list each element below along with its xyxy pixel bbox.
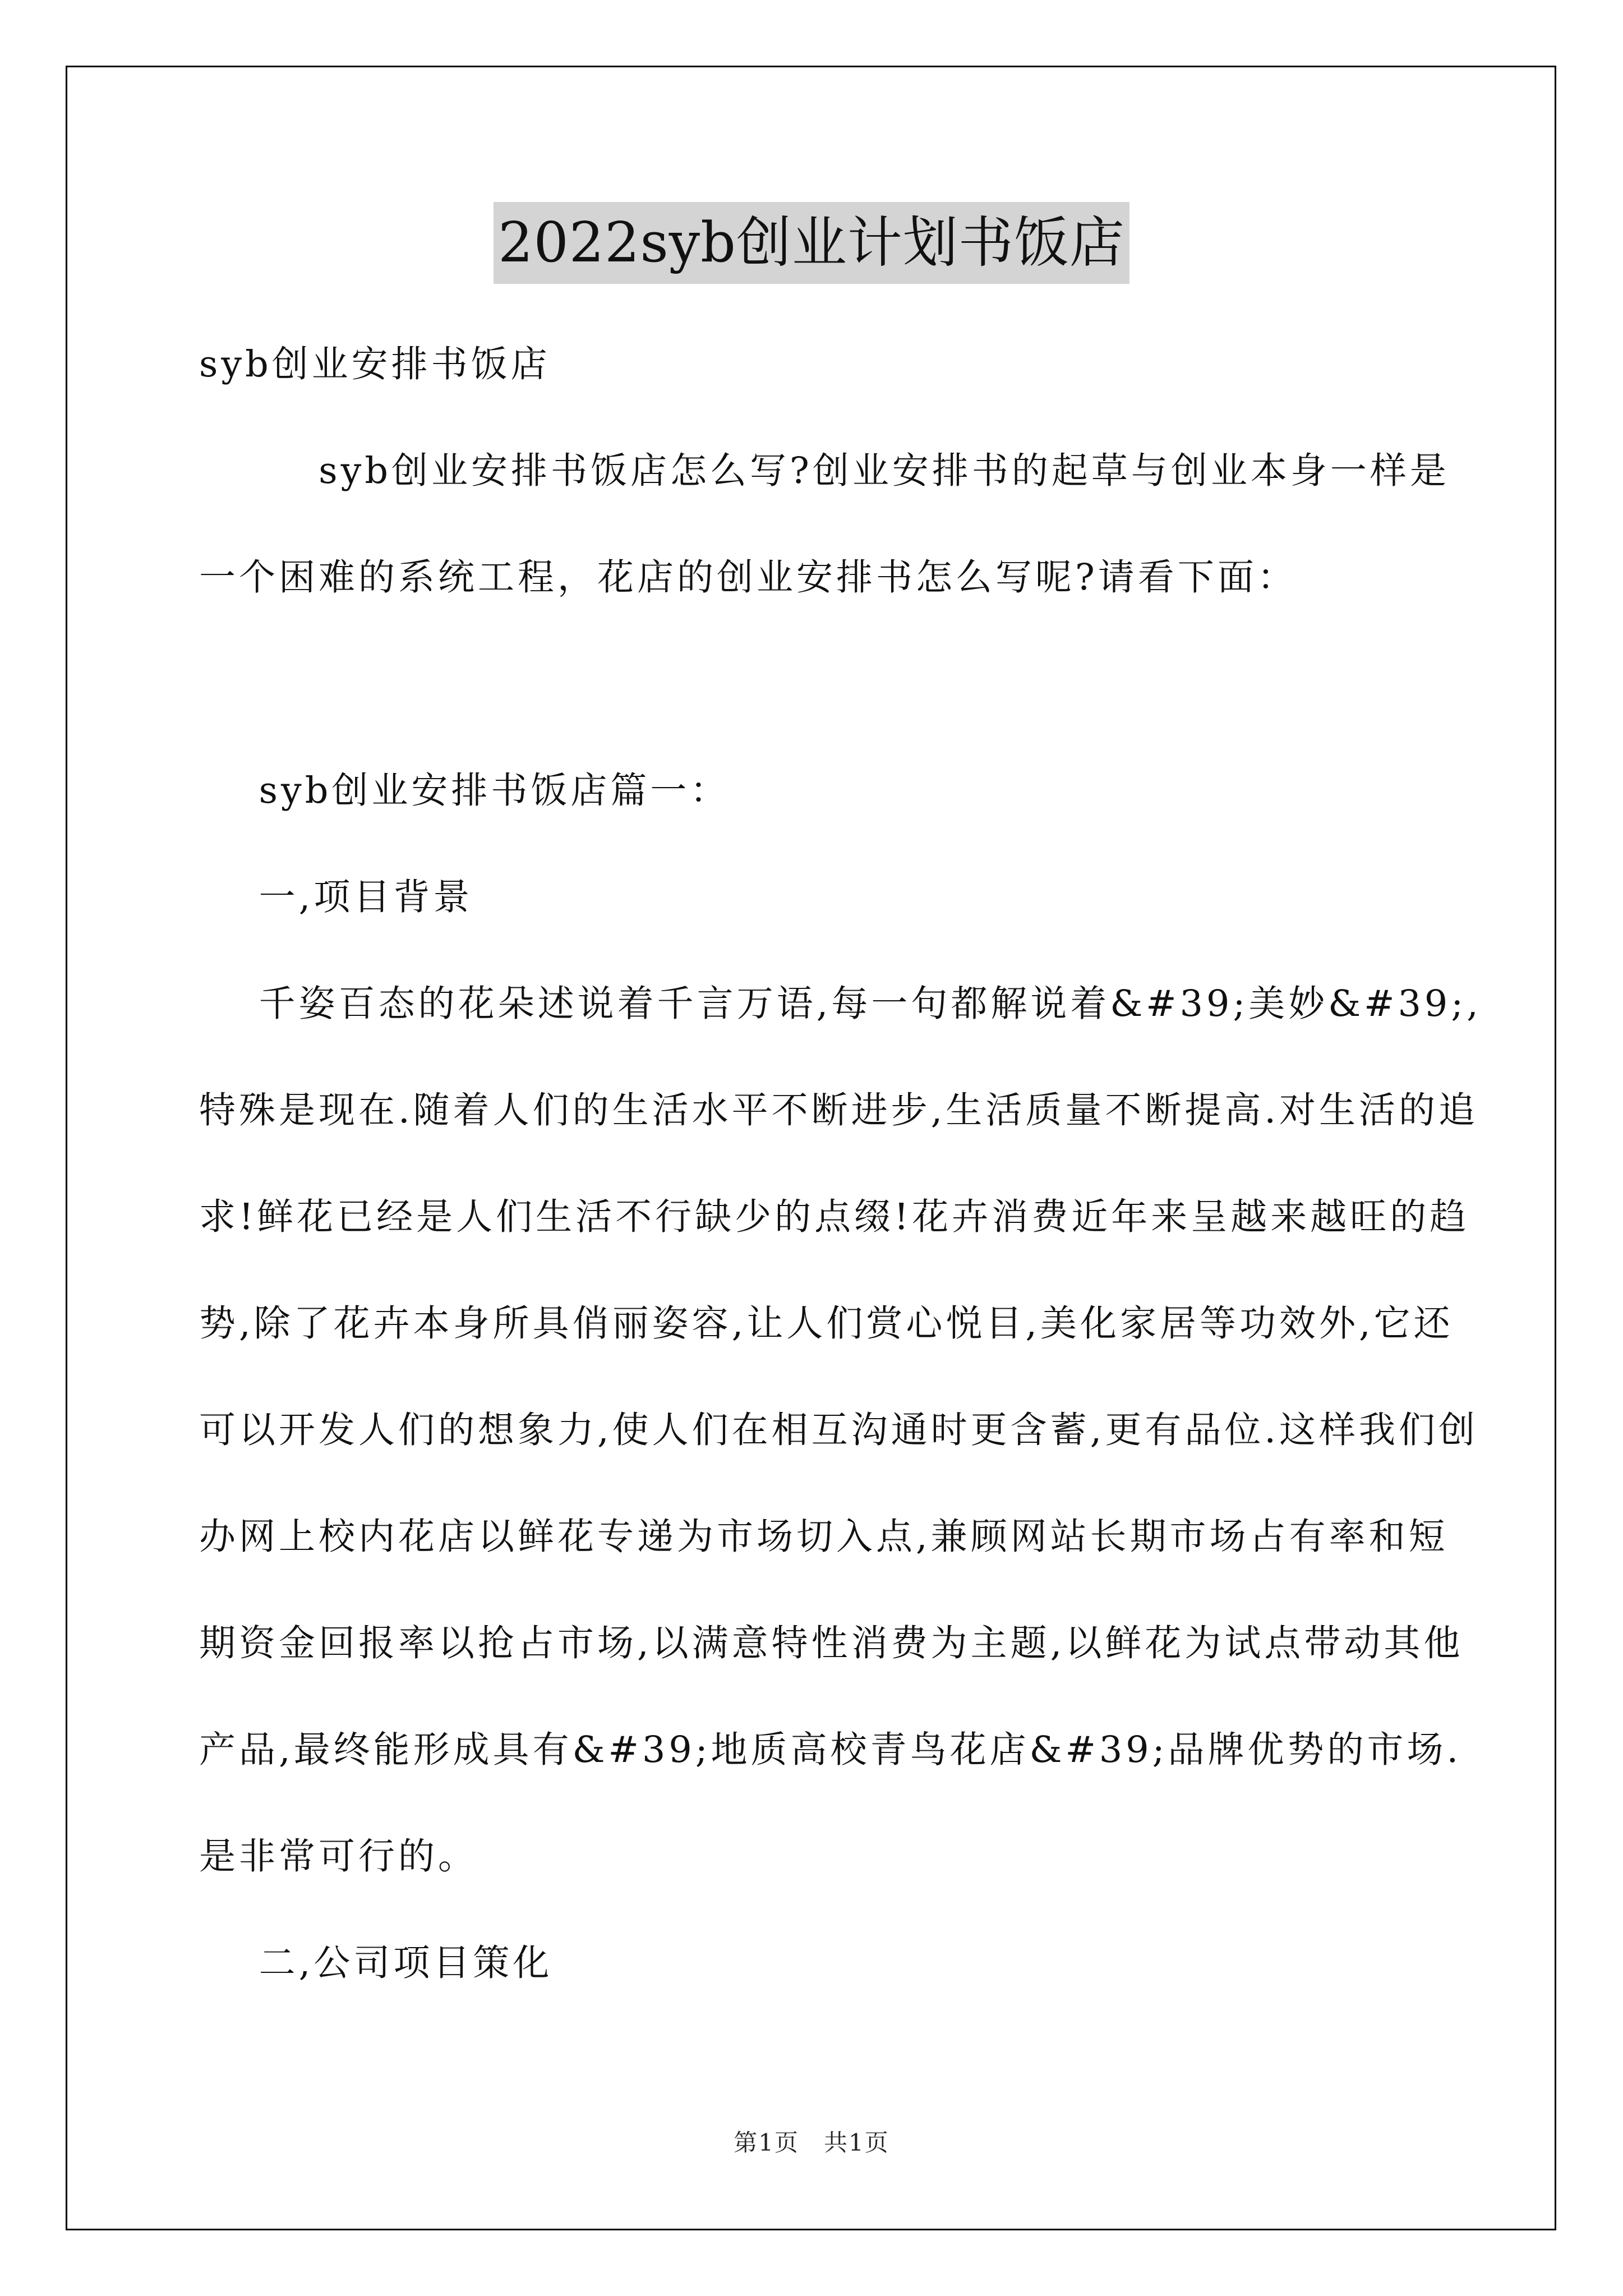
document-title: 2022syb创业计划书饭店 (494, 202, 1129, 284)
page-footer: 第1页 共1页 (734, 2129, 889, 2156)
paragraph-subtitle: syb创业安排书饭店 (199, 343, 551, 385)
paragraph-background-text: 千姿百态的花朵述说着千言万语,每一句都解说着&#39;美妙&#39;,特殊是现在.随着人们的生活水平不断进步,生活质量不断提高.对生活的追求!鲜花已经是人们生活不行缺少的点缀!花卉消费近年来呈越来越旺的趋势,除了花卉本身所具俏丽姿容,让人们赏心悦目,美化家居等功效外,它还可以开发人们的想象力,使人们在相互沟通时更含蓄,更有品位.这样我们创办网上校内花店以鲜花专递为市场切入点,兼顾网站长期市场占有率和短期资金回报率以抢占市场,以满意特性消费为主题,以鲜花为试点带动其他产品,最终能形成具有&#39;地质高校青鸟花店&#39;品牌优势的市场.是非常可行的。 (199, 983, 1482, 1878)
paragraph-section-heading: syb创业安排书饭店篇一： (199, 770, 730, 812)
paragraph-intro: syb创业安排书饭店怎么写?创业安排书的起草与创业本身一样是一个困难的系统工程，花店的创业安排书怎么写呢?请看下面： (199, 450, 1450, 599)
paragraph-heading-planning: 二,公司项目策化 (199, 1942, 553, 1984)
title-container (0, 202, 1623, 284)
paragraph-heading-background: 一,项目背景 (199, 876, 473, 918)
document-body (199, 311, 1483, 2017)
